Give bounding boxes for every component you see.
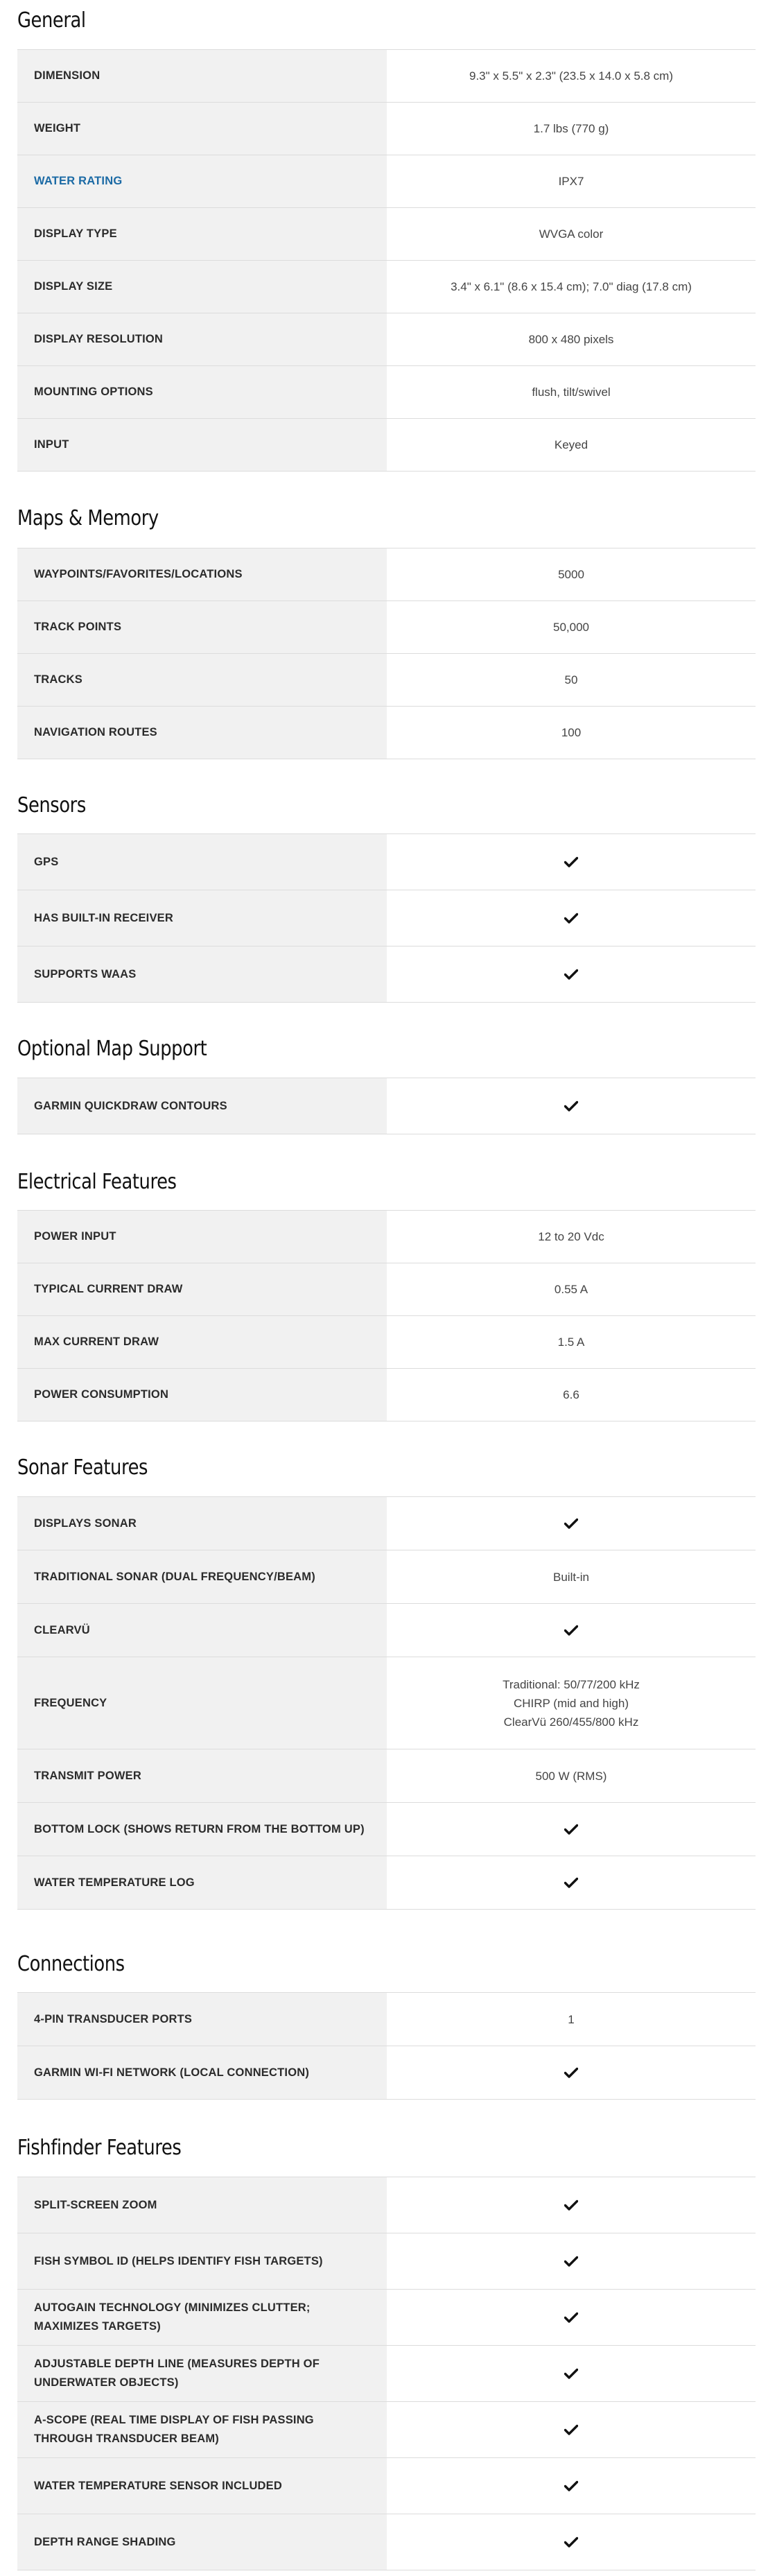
spec-value-check xyxy=(387,2177,756,2233)
spec-value: 100 xyxy=(561,726,582,739)
spec-label: TRACK POINTS xyxy=(17,601,387,653)
spec-row-water-temperature-sensor-included xyxy=(17,2458,756,2514)
spec-value-check xyxy=(387,2402,756,2457)
spec-value-check xyxy=(387,834,756,890)
section-title: Electrical Features xyxy=(17,1170,177,1194)
spec-label: WATER TEMPERATURE SENSOR INCLUDED xyxy=(17,2458,387,2514)
spec-label: TRACKS xyxy=(17,654,387,706)
check-icon xyxy=(564,2368,578,2379)
spec-table xyxy=(17,1078,756,1134)
check-icon xyxy=(564,969,578,980)
spec-value-check xyxy=(387,1604,756,1657)
spec-row-waypoints-favorites-locations xyxy=(17,548,756,601)
spec-label: CLEARVÜ xyxy=(17,1604,387,1657)
spec-value: 50,000 xyxy=(553,621,589,634)
spec-table xyxy=(17,1992,756,2100)
spec-label: INPUT xyxy=(17,419,387,471)
check-icon xyxy=(564,1100,578,1112)
spec-label: BOTTOM LOCK (SHOWS RETURN FROM THE BOTTOM UP) xyxy=(17,1803,387,1856)
spec-value-check xyxy=(387,1497,756,1550)
spec-label: DISPLAY TYPE xyxy=(17,208,387,260)
spec-value: 0.55 A xyxy=(554,1283,588,1296)
spec-label: DISPLAY RESOLUTION xyxy=(17,313,387,365)
spec-label: DISPLAYS SONAR xyxy=(17,1497,387,1550)
spec-label: DIMENSION xyxy=(17,50,387,102)
check-icon xyxy=(564,1824,578,1835)
check-icon xyxy=(564,1518,578,1529)
spec-table xyxy=(17,49,756,472)
spec-row-gps xyxy=(17,834,756,890)
spec-row-track-points xyxy=(17,601,756,654)
spec-label: NAVIGATION ROUTES xyxy=(17,707,387,759)
section-title: General xyxy=(17,8,86,33)
spec-row-has-built-in-receiver xyxy=(17,890,756,946)
spec-value: Keyed xyxy=(554,438,588,451)
spec-row-autogain-technology-minimizes-clutter-maximizes-targets xyxy=(17,2290,756,2346)
spec-row-supports-waas xyxy=(17,946,756,1003)
spec-row-fish-symbol-id-helps-identify-fish-targets xyxy=(17,2233,756,2290)
spec-row-bottom-lock-shows-return-from-the-bottom-up xyxy=(17,1803,756,1856)
spec-value: 1 xyxy=(568,2012,575,2026)
spec-label: A-SCOPE (REAL TIME DISPLAY OF FISH PASSING THROUGH TRANSDUCER BEAM) xyxy=(17,2402,387,2457)
section-title: Sonar Features xyxy=(17,1455,148,1480)
spec-table xyxy=(17,833,756,1003)
spec-label: MAX CURRENT DRAW xyxy=(17,1316,387,1368)
spec-row-4-pin-transducer-ports xyxy=(17,1993,756,2046)
spec-row-display-resolution xyxy=(17,313,756,366)
spec-label: TRADITIONAL SONAR (DUAL FREQUENCY/BEAM) xyxy=(17,1550,387,1603)
spec-value-check xyxy=(387,2290,756,2345)
spec-label: DEPTH RANGE SHADING xyxy=(17,2514,387,2570)
spec-row-a-scope-real-time-display-of-fish-passing-through-transducer-beam xyxy=(17,2402,756,2458)
spec-label: SUPPORTS WAAS xyxy=(17,946,387,1002)
spec-label: HAS BUILT-IN RECEIVER xyxy=(17,890,387,946)
spec-value-check xyxy=(387,1856,756,1909)
spec-row-adjustable-depth-line-measures-depth-of-underwater-objects xyxy=(17,2346,756,2402)
spec-label: WEIGHT xyxy=(17,103,387,155)
spec-value: 12 to 20 Vdc xyxy=(538,1230,604,1243)
spec-row-transmit-power xyxy=(17,1749,756,1803)
spec-row-displays-sonar xyxy=(17,1497,756,1550)
spec-table xyxy=(17,2177,756,2570)
spec-row-input xyxy=(17,419,756,472)
spec-table xyxy=(17,1496,756,1910)
spec-row-power-consumption xyxy=(17,1369,756,1421)
spec-label: WATER TEMPERATURE LOG xyxy=(17,1856,387,1909)
spec-row-display-size xyxy=(17,261,756,313)
spec-row-typical-current-draw xyxy=(17,1263,756,1316)
spec-value: 6.6 xyxy=(563,1388,579,1401)
spec-value-check xyxy=(387,2346,756,2401)
spec-row-power-input xyxy=(17,1211,756,1263)
spec-label: ADJUSTABLE DEPTH LINE (MEASURES DEPTH OF UNDERWATER OBJECTS) xyxy=(17,2346,387,2401)
spec-value: 1.5 A xyxy=(557,1335,585,1349)
spec-label: MOUNTING OPTIONS xyxy=(17,366,387,418)
spec-value-check xyxy=(387,2046,756,2099)
spec-label-link[interactable]: WATER RATING xyxy=(17,155,387,207)
spec-row-split-screen-zoom xyxy=(17,2177,756,2233)
spec-value-check xyxy=(387,2233,756,2289)
spec-value: flush, tilt/swivel xyxy=(532,386,611,399)
spec-row-clearv xyxy=(17,1604,756,1657)
spec-value: 9.3" x 5.5" x 2.3" (23.5 x 14.0 x 5.8 cm) xyxy=(469,69,674,83)
spec-value: WVGA color xyxy=(539,227,604,241)
spec-table xyxy=(17,548,756,759)
section-title: Maps & Memory xyxy=(17,506,159,530)
spec-row-water-temperature-log xyxy=(17,1856,756,1910)
check-icon xyxy=(564,1877,578,1888)
spec-label: FREQUENCY xyxy=(17,1657,387,1749)
spec-label: 4-PIN TRANSDUCER PORTS xyxy=(17,1993,387,2046)
section-title: Connections xyxy=(17,1952,125,1976)
spec-value: Traditional: 50/77/200 kHz CHIRP (mid and high) ClearVü 260/455/800 kHz xyxy=(503,1677,640,1729)
spec-label: FISH SYMBOL ID (HELPS IDENTIFY FISH TARGETS) xyxy=(17,2233,387,2289)
spec-value: Built-in xyxy=(553,1570,589,1584)
spec-table xyxy=(17,1210,756,1421)
check-icon xyxy=(564,2067,578,2078)
spec-label: TRANSMIT POWER xyxy=(17,1749,387,1802)
check-icon xyxy=(564,2536,578,2548)
spec-label: AUTOGAIN TECHNOLOGY (MINIMIZES CLUTTER; MAXIMIZES TARGETS) xyxy=(17,2290,387,2345)
spec-value-check xyxy=(387,946,756,1002)
check-icon xyxy=(564,2312,578,2323)
check-icon xyxy=(564,2256,578,2267)
check-icon xyxy=(564,2480,578,2491)
spec-row-traditional-sonar-dual-frequency-beam xyxy=(17,1550,756,1604)
check-icon xyxy=(564,2424,578,2435)
spec-label: GPS xyxy=(17,834,387,890)
spec-row-tracks xyxy=(17,654,756,707)
spec-label: GARMIN QUICKDRAW CONTOURS xyxy=(17,1078,387,1134)
spec-value: 500 W (RMS) xyxy=(535,1769,607,1783)
spec-value-check xyxy=(387,2514,756,2570)
spec-row-max-current-draw xyxy=(17,1316,756,1369)
spec-row-water-rating xyxy=(17,155,756,208)
spec-value: IPX7 xyxy=(558,175,584,188)
section-title: Fishfinder Features xyxy=(17,2136,182,2160)
spec-value-check xyxy=(387,2458,756,2514)
spec-value-check xyxy=(387,1803,756,1856)
spec-row-garmin-wi-fi-network-local-connection xyxy=(17,2046,756,2100)
spec-row-navigation-routes xyxy=(17,707,756,759)
spec-value: 3.4" x 6.1" (8.6 x 15.4 cm); 7.0" diag (17.8 cm) xyxy=(451,280,692,293)
spec-value-check xyxy=(387,890,756,946)
spec-row-mounting-options xyxy=(17,366,756,419)
spec-row-garmin-quickdraw-contours xyxy=(17,1078,756,1134)
spec-value: 800 x 480 pixels xyxy=(528,333,614,346)
check-icon xyxy=(564,913,578,924)
spec-value: 5000 xyxy=(558,568,584,581)
spec-label: GARMIN WI-FI NETWORK (LOCAL CONNECTION) xyxy=(17,2046,387,2099)
check-icon xyxy=(564,856,578,867)
spec-label: SPLIT-SCREEN ZOOM xyxy=(17,2177,387,2233)
spec-value-check xyxy=(387,1078,756,1134)
spec-row-display-type xyxy=(17,208,756,261)
spec-label: POWER CONSUMPTION xyxy=(17,1369,387,1421)
spec-row-depth-range-shading xyxy=(17,2514,756,2570)
spec-value: 1.7 lbs (770 g) xyxy=(533,122,609,135)
spec-row-dimension xyxy=(17,50,756,103)
spec-label: TYPICAL CURRENT DRAW xyxy=(17,1263,387,1315)
spec-label: DISPLAY SIZE xyxy=(17,261,387,313)
section-title: Sensors xyxy=(17,793,86,818)
spec-row-frequency xyxy=(17,1657,756,1749)
check-icon xyxy=(564,2199,578,2211)
spec-label: POWER INPUT xyxy=(17,1211,387,1263)
spec-row-weight xyxy=(17,103,756,155)
section-title: Optional Map Support xyxy=(17,1037,207,1061)
spec-value: 50 xyxy=(564,673,578,686)
check-icon xyxy=(564,1625,578,1636)
spec-label: WAYPOINTS/FAVORITES/LOCATIONS xyxy=(17,548,387,600)
